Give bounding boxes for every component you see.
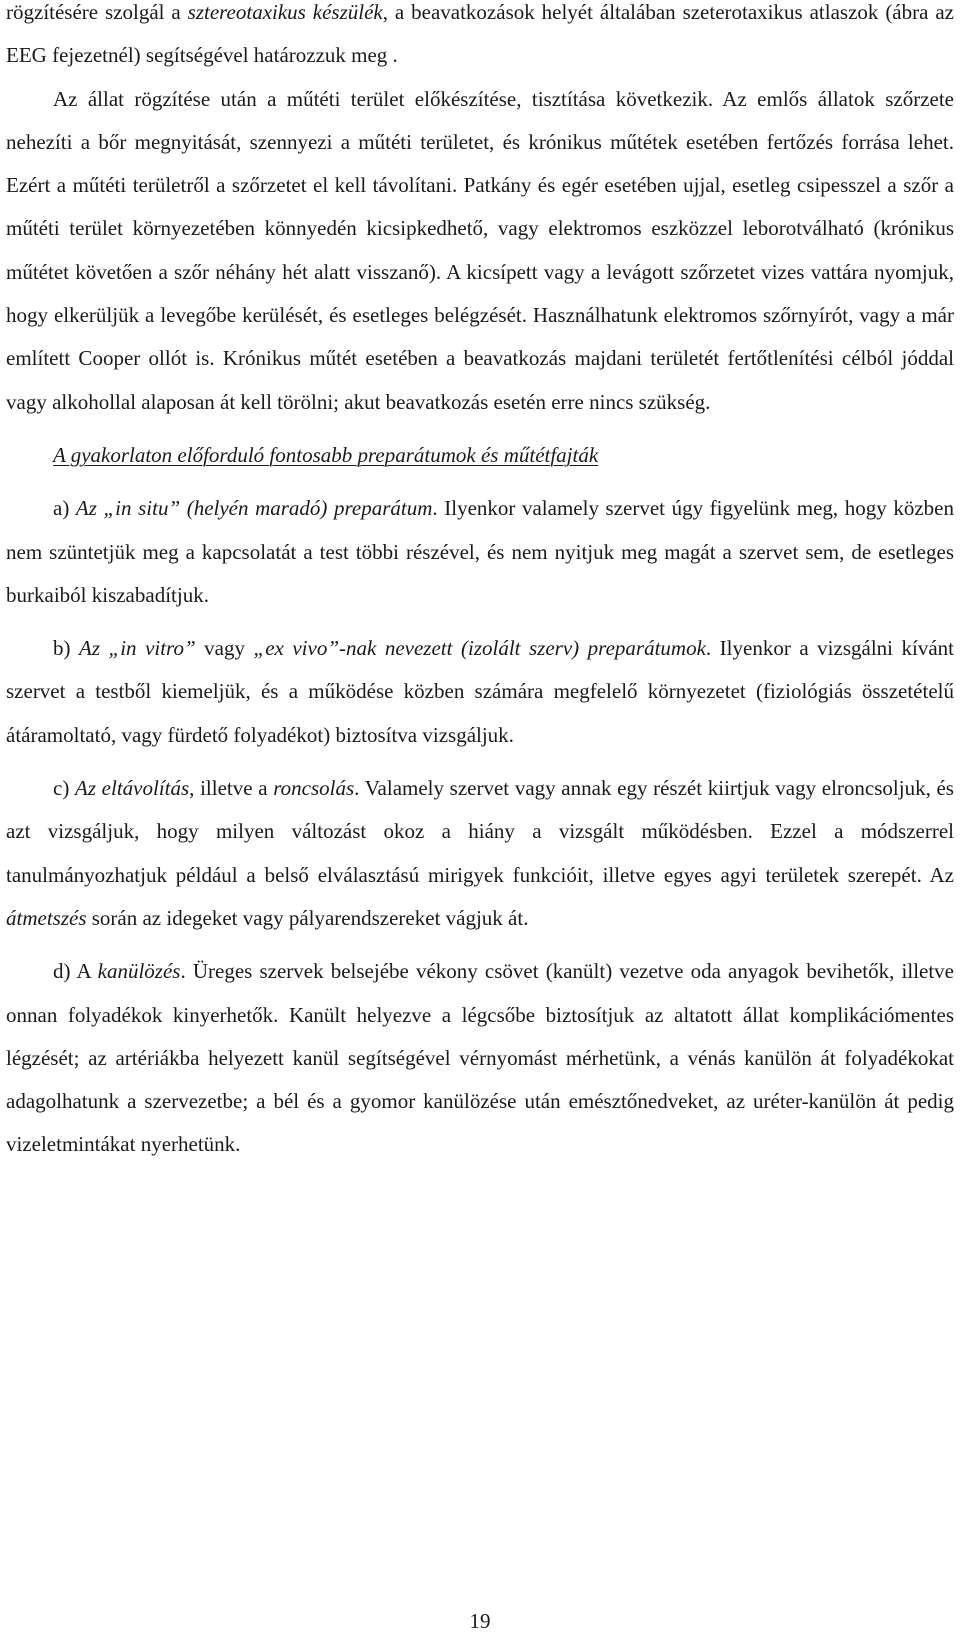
item-title: Az eltávolítás (75, 776, 190, 801)
document-page (6, 0, 954, 1167)
item-title: Az „in situ” (helyén maradó) preparátum (75, 496, 433, 521)
paragraph-surgical-area-prep: Az állat rögzítése után a műtéti terület előkészítése, tisztítása következik. Az emlős állatok szőrzete nehezíti a bőr megnyitását, szennyezi a műtéti területet, és krónikus műtétek esetében fertőzés forrása lehet. Ezért a műtéti területről a szőrzetet el kell távolítani. Patkány és egér esetében ujjal, esetleg csipesszel a szőr a műtéti terület környezetében könnyedén kicsipkedhető, vagy elektromos eszközzel leborotválható (krónikus műtétet követően a szőr néhány hét alatt visszanő). A kicsípett vagy a levágott szőrzetet vizes vattára nyomjuk, hogy elkerüljük a levegőbe kerülését, és esetleges belégzését. Használhatunk elektromos szőrnyírót, vagy a már említett Cooper ollót is. Krónikus műtét esetében a beavatkozás majdani területét fertőtlenítési célból jóddal vagy alkohollal alaposan át kell törölni; akut beavatkozás esetén erre nincs szükség. (6, 86, 954, 414)
item-body: . Valamely szervet vagy annak egy részét kiirtjuk vagy elroncsoljuk, és azt vizsgáljuk, hogy milyen változást okoz a hiány a vizsgált működésben. Ezzel a módszerrel tanulmányozhatjuk például a belső elválasztású mirigyek funkcióit, illetve egyes agyi területek szerepét. Az (6, 776, 954, 887)
item-title: Az „in vitro” (79, 636, 196, 661)
section-heading: A gyakorlaton előforduló fontosabb preparátumok és műtétfajták (53, 442, 599, 467)
item-label: d) A (53, 959, 98, 984)
item-body: . Ilyenkor valamely szervet úgy figyelünk meg, hogy közben nem szüntetjük meg a kapcsolatát a test többi részével, és nem nyitjuk meg magát a szervet sem, de esetleges burkaiból kiszabadítjuk. (6, 496, 954, 607)
item-body: . Üreges szervek belsejébe vékony csövet (kanült) vezetve oda anyagok bevihetők, illetve onnan folyadékok kinyerhetők. Kanült helyezve a légcsőbe biztosítjuk az altatott állat komplikációmentes légzését; az artériákba helyezett kanül segítségével vérnyomást mérhetünk, a vénás kanülön át folyadékokat adagolhatunk a szervezetbe; a bél és a gyomor kanülözése után emésztőnedveket, az uréter-kanülön át pedig vizeletmintákat nyerhetünk. (6, 959, 955, 1157)
text-run: során az idegeket vagy pályarendszereket vágjuk át. (86, 905, 529, 930)
text-run: vagy (195, 636, 254, 661)
list-item-in-situ (6, 487, 954, 617)
paragraph-stereotaxic (6, 0, 954, 78)
list-item-cannulation (6, 950, 954, 1166)
item-label: a) (53, 496, 76, 521)
item-body: . Ilyenkor a vizsgálni kívánt szervet a testből kiemeljük, és a működése közben számára megfelelő környezetet (fiziológiás összetételű átáramoltató, vagy fürdető folyadékot) biztosítva vizsgáljuk. (6, 636, 955, 747)
text-run: , illetve a (189, 776, 274, 801)
item-title: kanülözés (97, 959, 181, 984)
text-run: rögzítésére szolgál a (6, 0, 188, 24)
item-label: b) (53, 636, 80, 661)
item-title: „ex vivo”-nak nevezett (izolált szerv) preparátumok (253, 636, 706, 661)
emphasis-term: átmetszés (6, 905, 87, 930)
emphasis-term: sztereotaxikus készülék (187, 0, 383, 24)
page-number: 19 (469, 1609, 491, 1633)
item-label: c) (53, 776, 75, 801)
list-item-in-vitro (6, 627, 954, 757)
item-title: roncsolás (273, 776, 355, 801)
text-run: , a beavatkozások helyét általában szeterotaxikus atlaszok (ábra az EEG fejezetnél) segítségével határozzuk meg . (6, 0, 954, 68)
list-item-removal (6, 767, 954, 940)
